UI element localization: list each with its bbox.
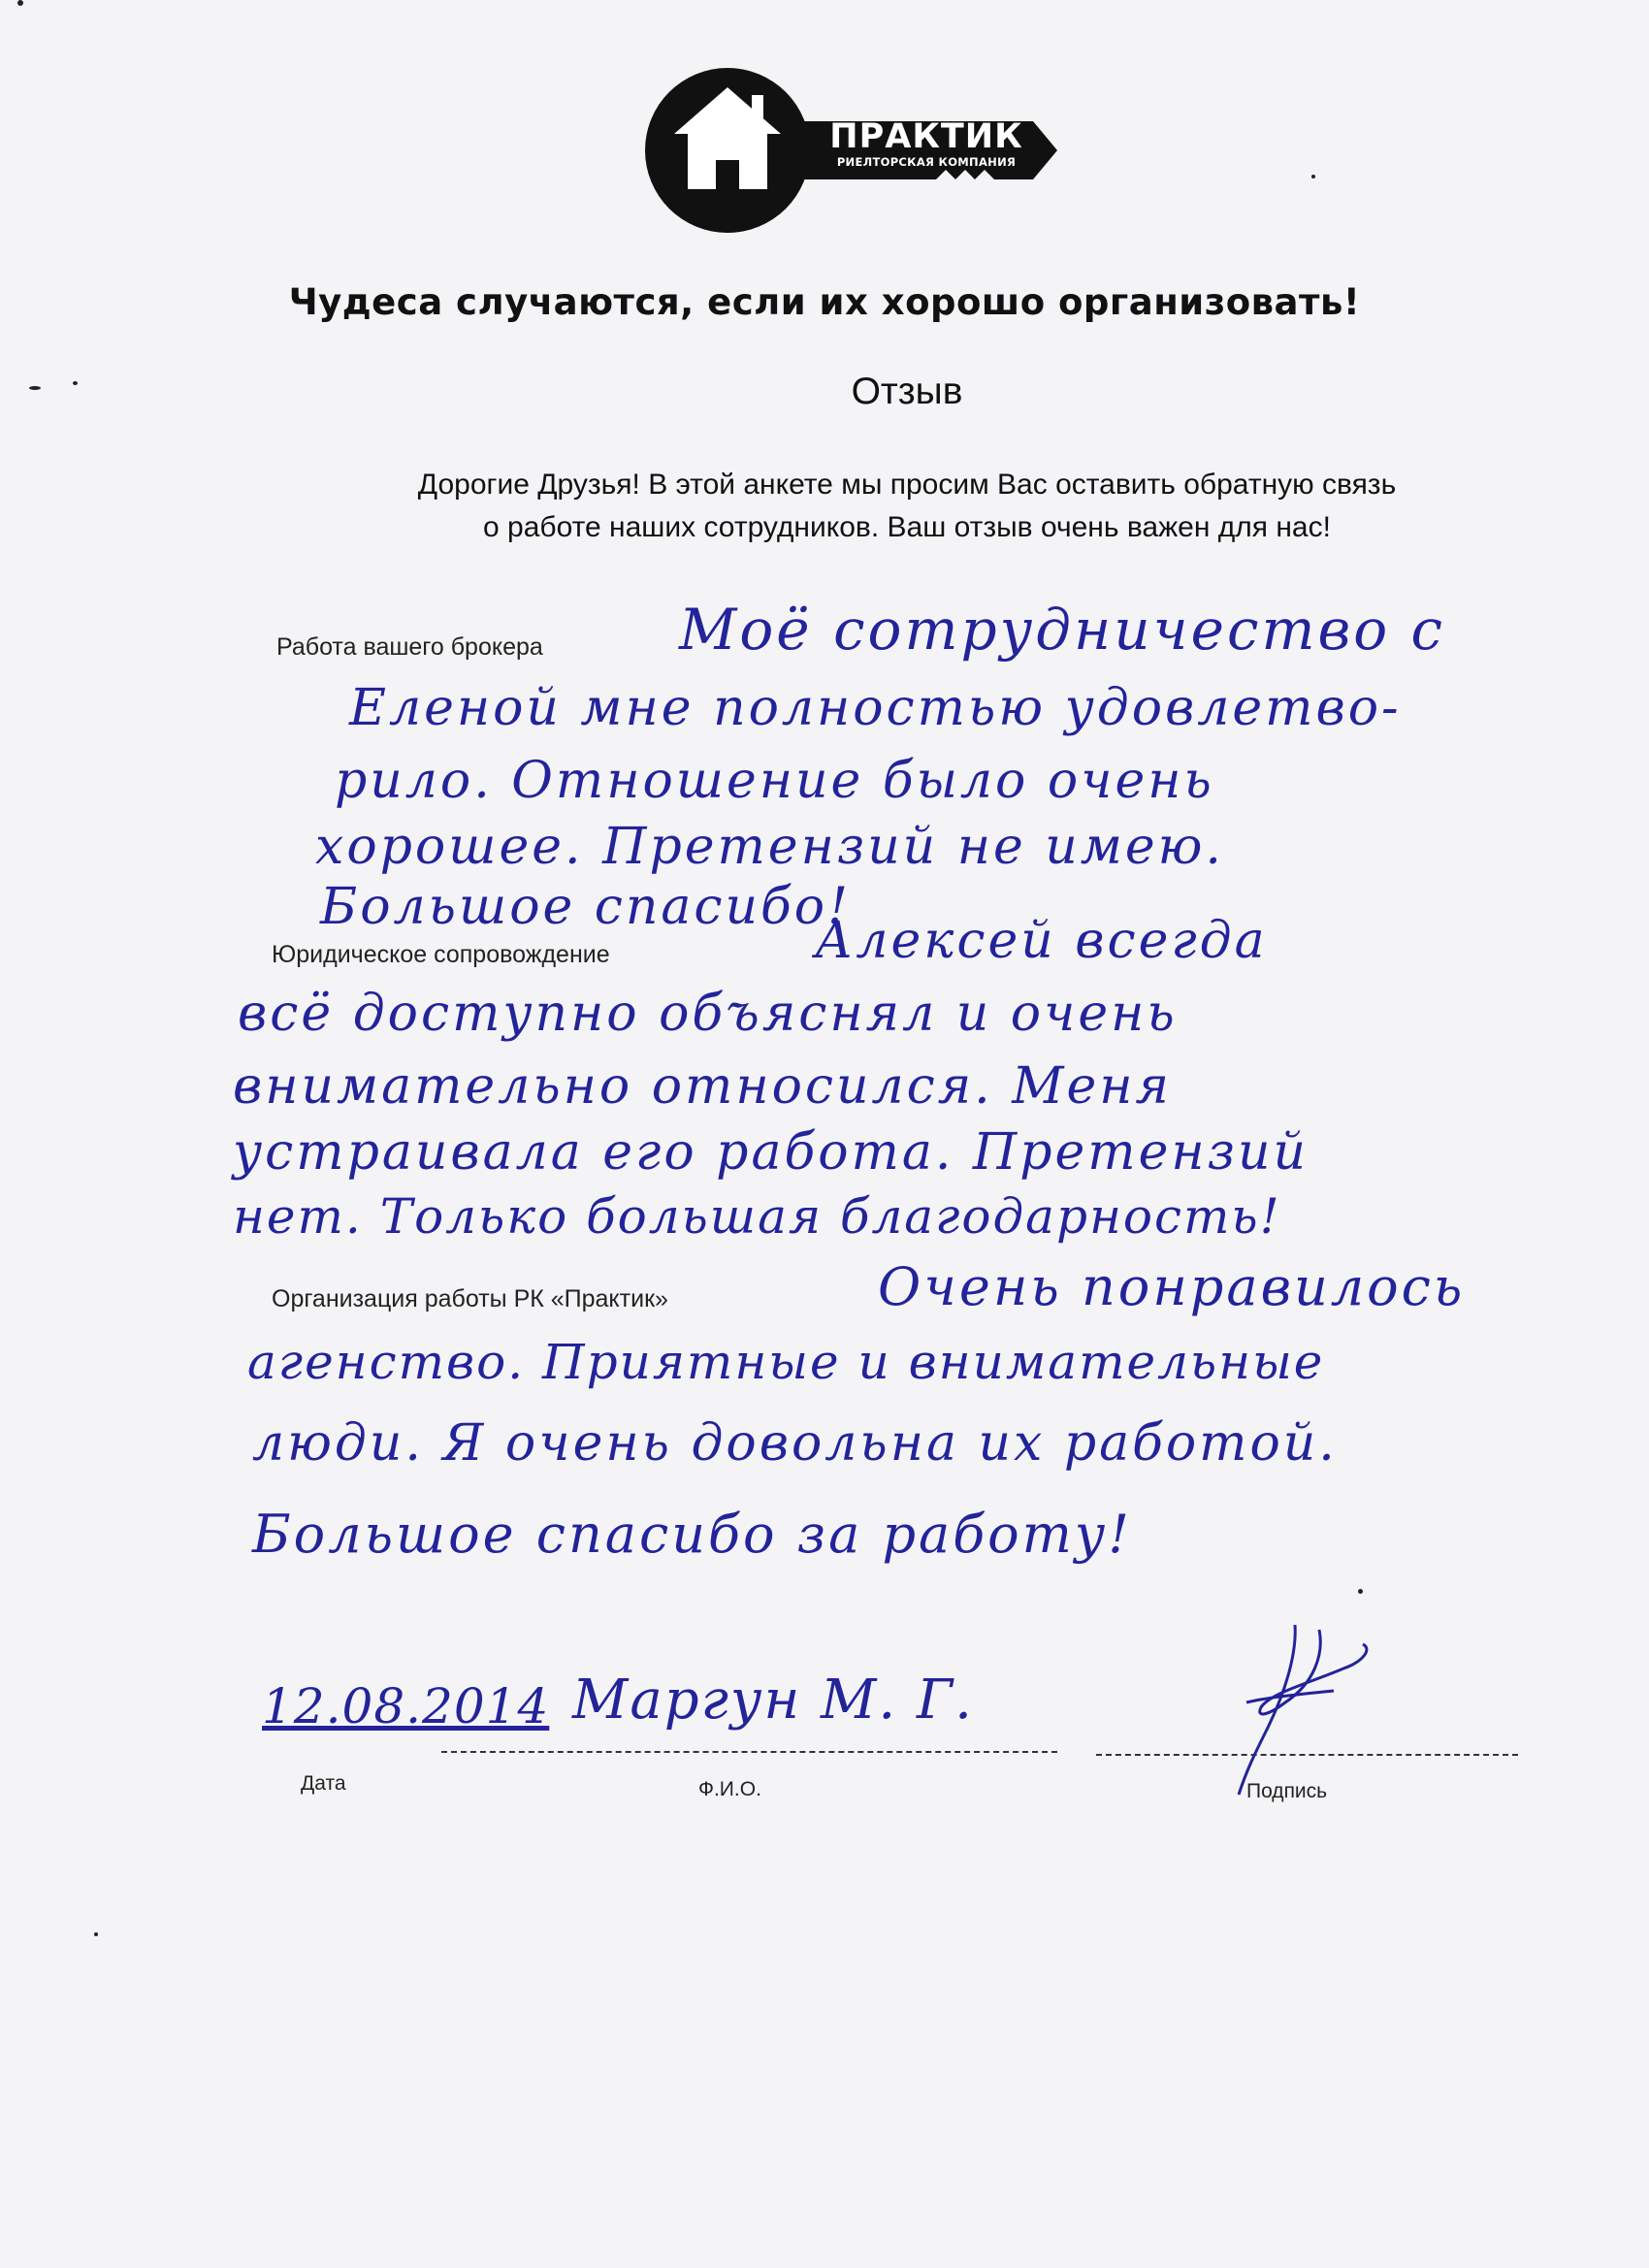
broker-text-line-4: хорошее. Претензий не имею.	[315, 818, 1224, 876]
intro-line-1: Дорогие Друзья! В этой анкете мы просим Вас оставить обратную связь	[417, 469, 1397, 501]
company-logo	[645, 68, 1072, 233]
slogan: Чудеса случаются, если их хорошо организовать!	[288, 281, 1361, 323]
organization-text-line-4: Большое спасибо за работу!	[252, 1504, 1132, 1565]
organization-text-line-3: люди. Я очень довольна их работой.	[252, 1414, 1338, 1473]
logo-text	[820, 118, 1033, 169]
page-title: Отзыв	[851, 371, 963, 412]
scan-speck	[17, 0, 23, 6]
legal-text-line-1: Алексей всегда	[815, 912, 1268, 970]
date-value: 12.08.2014	[262, 1678, 550, 1734]
broker-text-line-2: Еленой мне полностью удовлетво-	[349, 679, 1402, 737]
intro-line-2: о работе наших сотрудников. Ваш отзыв очень важен для нас!	[483, 511, 1331, 543]
scan-speck	[73, 381, 78, 385]
date-label: Дата	[301, 1772, 346, 1795]
legal-text-line-5: нет. Только большая благодарность!	[233, 1188, 1281, 1245]
legal-text-line-2: всё доступно объяснял и очень	[238, 985, 1178, 1043]
legal-text-line-4: устраивала его работа. Претензий	[233, 1123, 1309, 1182]
scan-speck	[1358, 1589, 1363, 1594]
organization-label: Организация работы РК «Практик»	[272, 1285, 668, 1312]
signature-label: Подпись	[1246, 1780, 1328, 1802]
broker-label: Работа вашего брокера	[276, 633, 543, 661]
broker-text-line-3: рило. Отношение было очень	[335, 752, 1214, 810]
intro-text	[242, 464, 1571, 549]
organization-text-line-1: Очень понравилось	[878, 1256, 1466, 1317]
logo-subtitle: РИЕЛТОРСКАЯ КОМПАНИЯ	[836, 155, 1017, 169]
legal-text-line-3: внимательно относился. Меня	[233, 1057, 1172, 1116]
name-line	[441, 1751, 1057, 1753]
logo-name: ПРАКТИК	[829, 117, 1023, 156]
organization-text-line-2: агенство. Приятные и внимательные	[247, 1334, 1325, 1390]
scan-speck	[94, 1932, 98, 1936]
scan-speck	[1311, 175, 1315, 178]
name-label: Ф.И.О.	[698, 1778, 761, 1800]
broker-text-line-1: Моё сотрудничество с	[679, 597, 1446, 663]
broker-text-line-5: Большое спасибо!	[320, 878, 851, 936]
name-value: Маргун М. Г.	[572, 1669, 974, 1732]
scan-speck	[29, 386, 41, 390]
legal-label: Юридическое сопровождение	[272, 941, 610, 968]
signature-mark	[1227, 1615, 1382, 1809]
